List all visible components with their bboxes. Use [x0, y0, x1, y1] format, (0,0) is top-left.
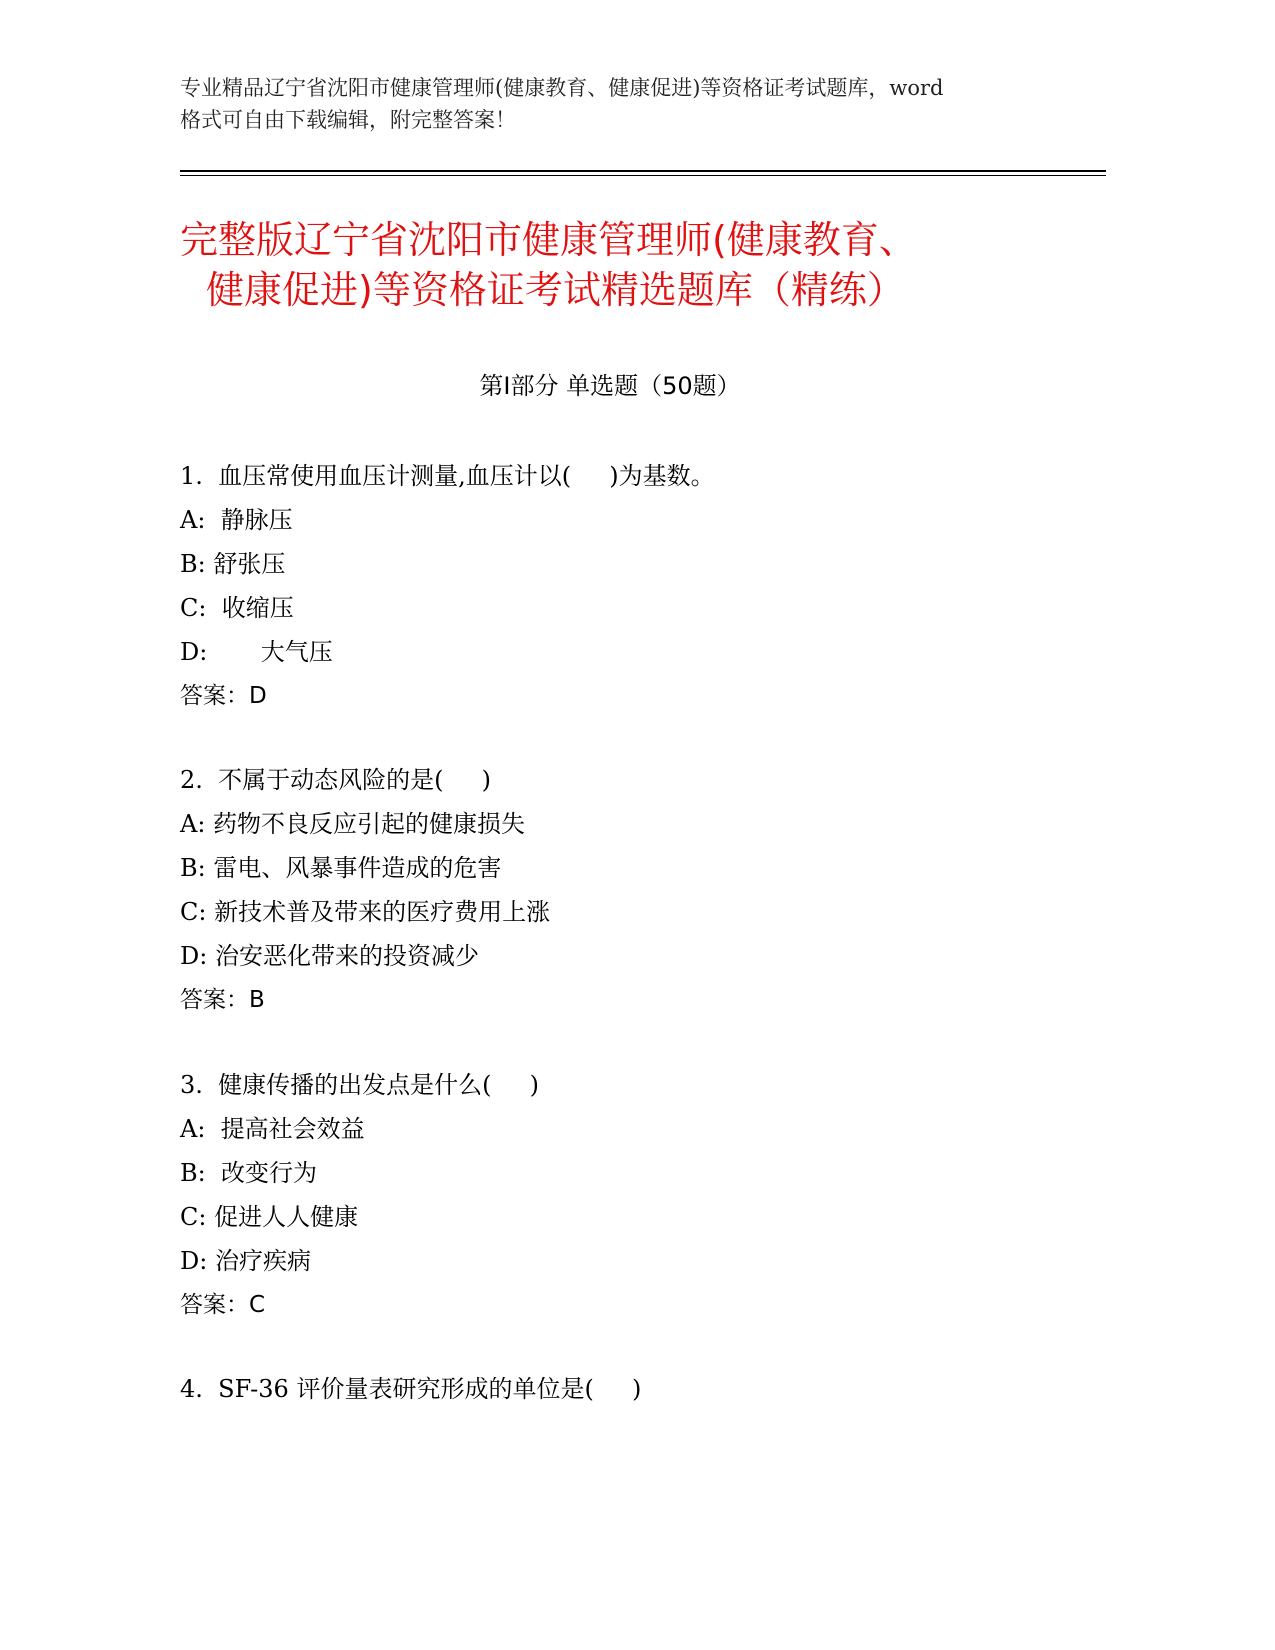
question-block: [180, 454, 1080, 718]
document-title: [180, 215, 1106, 315]
question-option: D: 大气压: [180, 638, 333, 666]
document-title-line: 完整版辽宁省沈阳市健康管理师(健康教育、: [180, 218, 917, 262]
question-answer: 答案：C: [180, 1292, 266, 1318]
question-stem: 4. SF-36 评价量表研究形成的单位是( ): [180, 1375, 642, 1403]
question-option: D: 治疗疾病: [180, 1247, 311, 1275]
document-title-line: 健康促进)等资格证考试精选题库（精练）: [206, 268, 905, 312]
question-option: A: 提高社会效益: [180, 1115, 365, 1143]
question-stem: 1. 血压常使用血压计测量,血压计以( )为基数。: [180, 462, 715, 490]
question-block: [180, 1367, 1080, 1411]
question-block: [180, 1063, 1080, 1327]
header-note: [180, 72, 1080, 136]
header-divider-thick: [180, 170, 1106, 172]
question-option: C: 新技术普及带来的医疗费用上涨: [180, 898, 551, 926]
question-option: A: 药物不良反应引起的健康损失: [180, 810, 526, 838]
question-answer: 答案：B: [180, 987, 265, 1013]
header-note-line: 专业精品辽宁省沈阳市健康管理师(健康教育、健康促进)等资格证考试题库，word: [180, 76, 944, 100]
question-option: A: 静脉压: [180, 506, 293, 534]
question-option: C: 促进人人健康: [180, 1203, 359, 1231]
header-note-line: 格式可自由下载编辑，附完整答案！: [180, 108, 516, 132]
question-block: [180, 758, 1080, 1022]
question-option: B: 改变行为: [180, 1159, 317, 1187]
header-divider-thin: [180, 175, 1106, 176]
section-heading: 第Ⅰ部分 单选题（50题）: [479, 372, 741, 400]
question-answer: 答案：D: [180, 683, 267, 709]
question-option: C: 收缩压: [180, 594, 294, 622]
question-option: B: 雷电、风暴事件造成的危害: [180, 854, 502, 882]
question-option: B: 舒张压: [180, 550, 286, 578]
question-stem: 2. 不属于动态风险的是( ): [180, 766, 492, 794]
question-stem: 3. 健康传播的出发点是什么( ): [180, 1071, 540, 1099]
question-option: D: 治安恶化带来的投资减少: [180, 942, 479, 970]
